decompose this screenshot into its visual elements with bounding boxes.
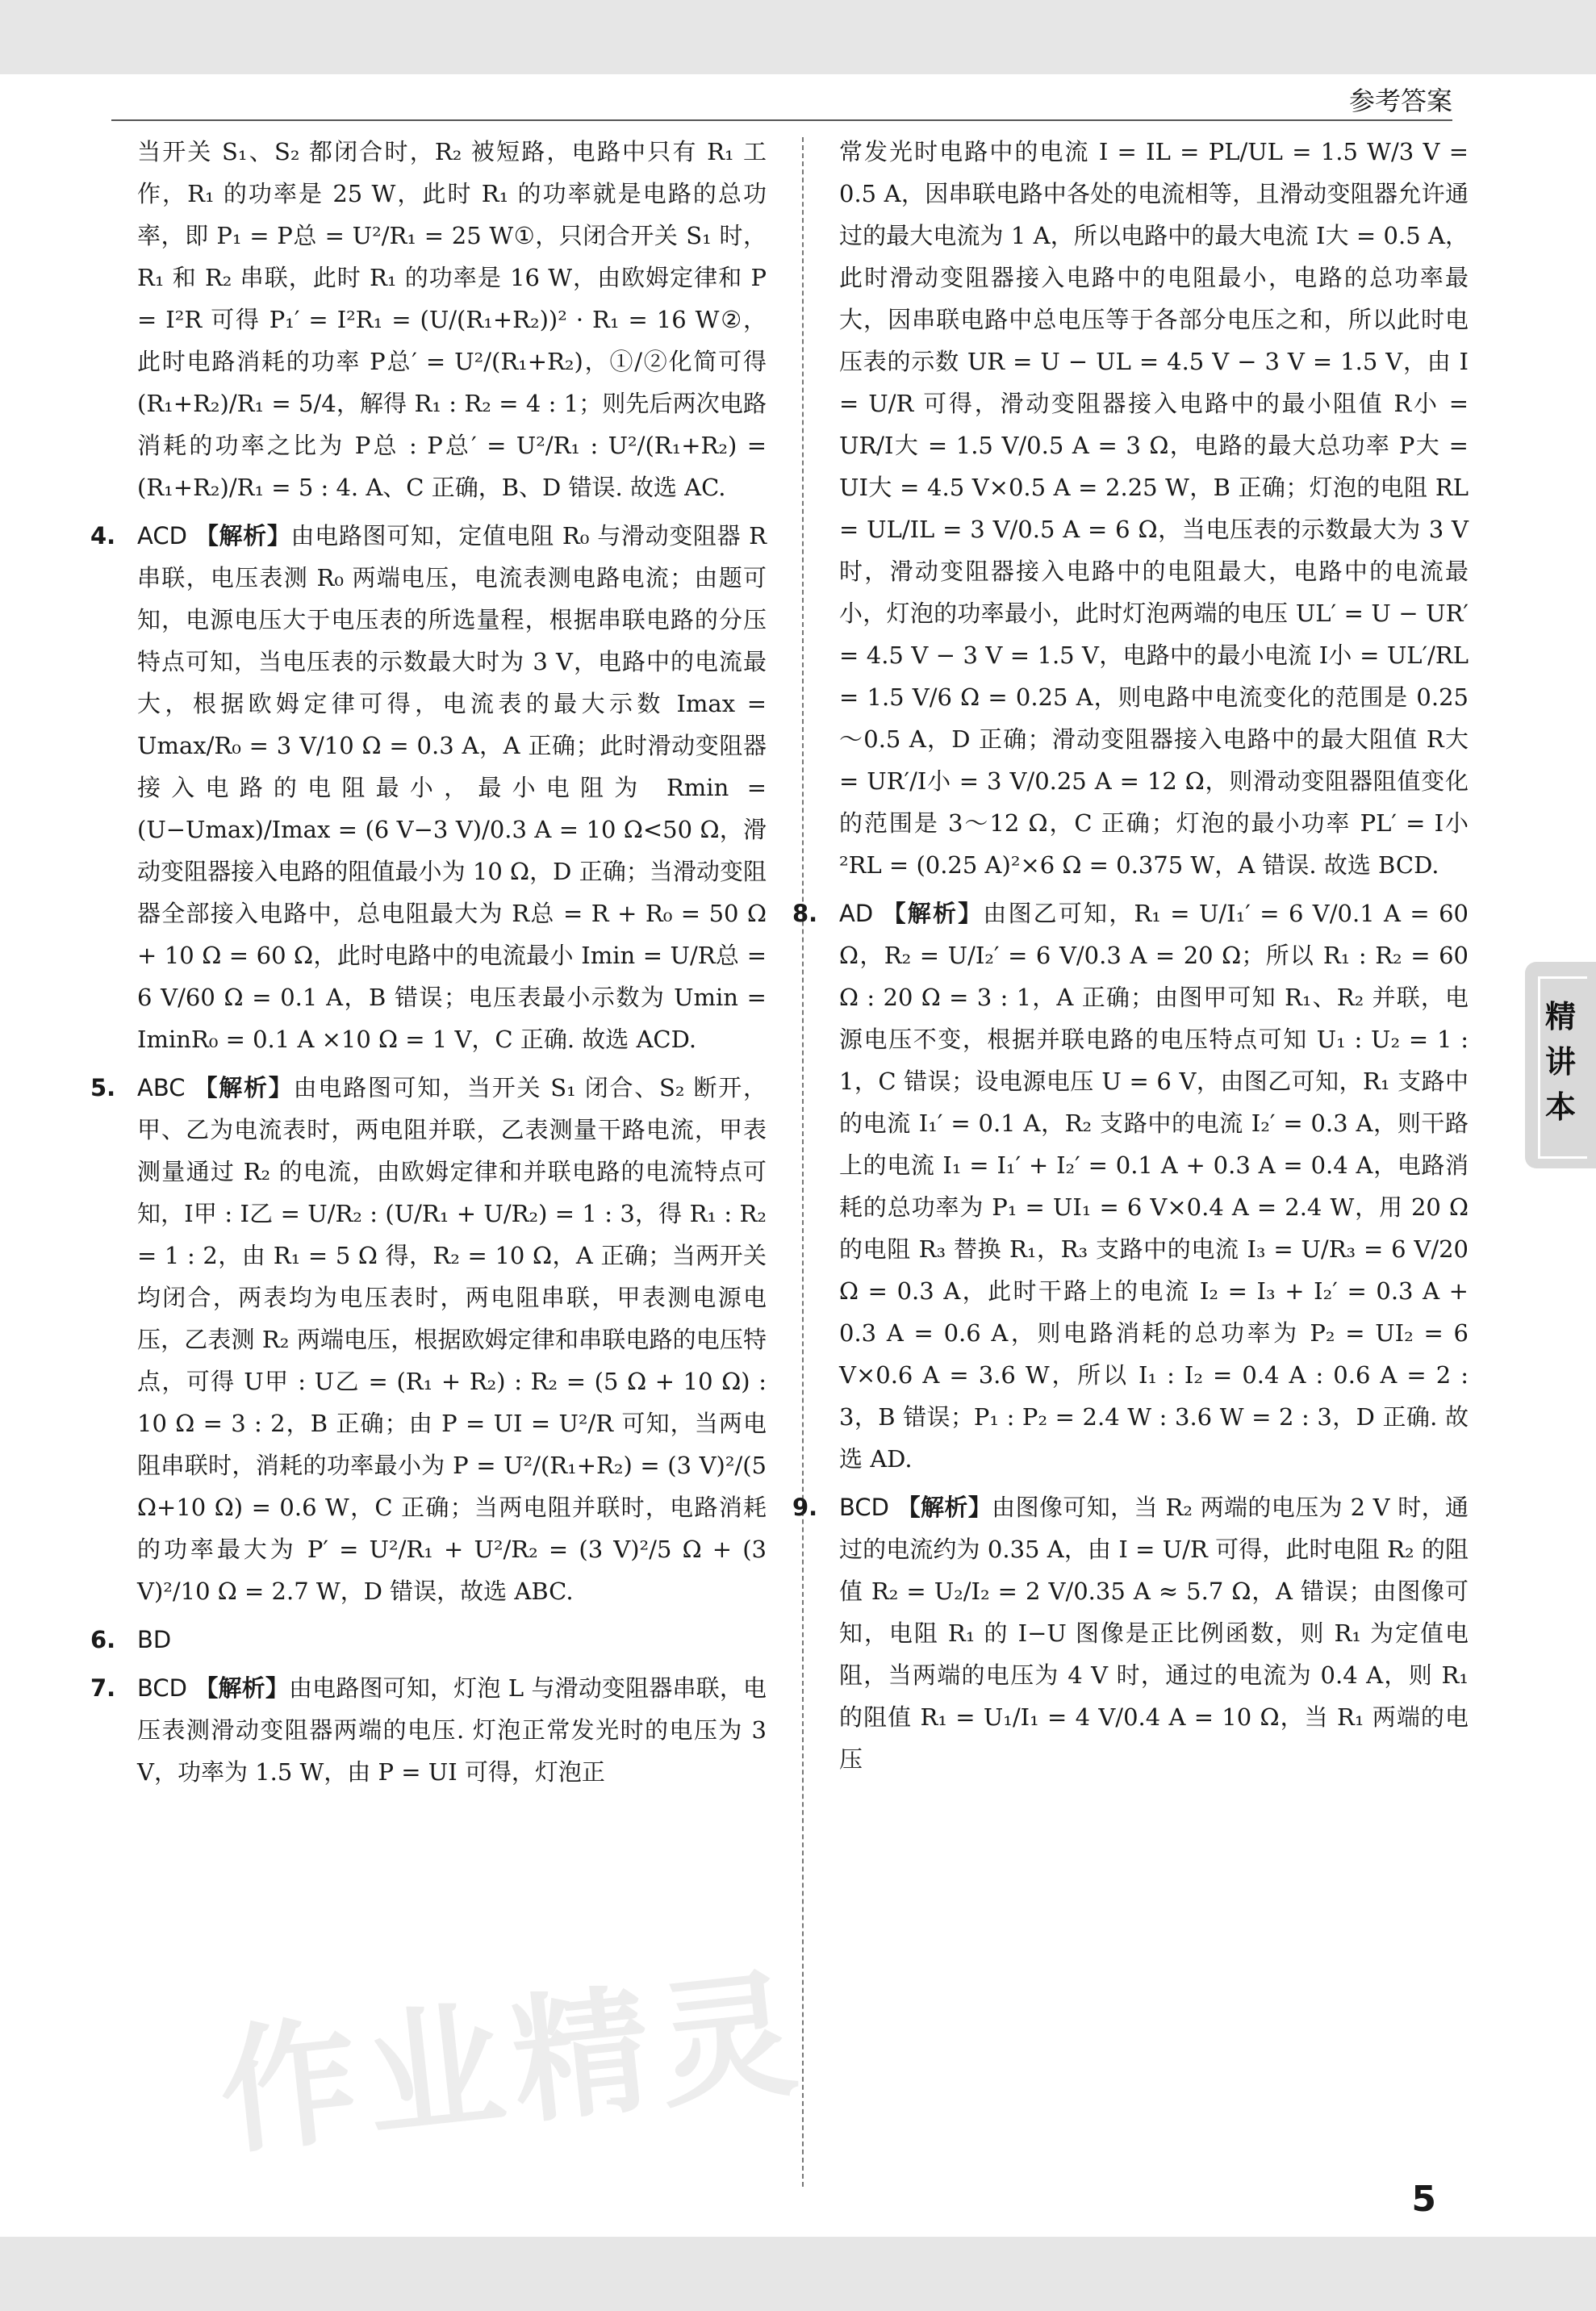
answer-key: AD bbox=[839, 900, 874, 927]
answer-key: BCD bbox=[137, 1674, 187, 1702]
page-header-title: 参考答案 bbox=[1348, 86, 1452, 116]
question-4 bbox=[90, 515, 767, 1060]
analysis-text: 由电路图可知，灯泡 L 与滑动变阻器串联，电压表测滑动变阻器两端的电压. 灯泡正常发光时的电压为 3 V，功率为 1.5 W，由 P = UI 可得，灯泡正 bbox=[137, 1674, 767, 1786]
q7-continuation: 常发光时电路中的电流 I = IL = PL/UL = 1.5 W/3 V = 0.5 A，因串联电路中各处的电流相等，且滑动变阻器允许通过的最大电流为 1 A，所以电路中的最大电流 I大 = 0.5 A，此时滑动变阻器接入电路中的电阻最小，电路的总功率最大，因串联电路中总电压等于各部分电压之和，所以此时电压表的示数 UR = U − UL = 4.5 V − 3 V = 1.5 V，由 I = U/R 可得，滑动变阻器接入电路中的最小阻值 R小 = UR/I大 = 1.5 V/0.5 A = 3 Ω，电路的最大总功率 P大 = UI大 = 4.5 V×0.5 A = 2.25 W，B 正确；灯泡的电阻 RL = UL/IL = 3 V/0.5 A = 6 Ω，当电压表的示数最大为 3 V 时，滑动变阻器接入电路中的电阻最大，电路中的电流最小，灯泡的功率最小，此时灯泡两端的电压 UL′ = U − UR′ = 4.5 V − 3 V = 1.5 V，电路中的最小电流 I小 = UL′/RL = 1.5 V/6 Ω = 0.25 A，则电路中电流变化的范围是 0.25～0.5 A，D 正确；滑动变阻器接入电路中的最大阻值 R大 = UR′/I小 = 3 V/0.25 A = 12 Ω，则滑动变阻器阻值变化的范围是 3～12 Ω，C 正确；灯泡的最小功率 PL′ = I小²RL = (0.25 A)²×6 Ω = 0.375 W，A 错误. 故选 BCD. bbox=[839, 138, 1469, 879]
header-rule bbox=[111, 119, 1452, 121]
question-6 bbox=[90, 1619, 767, 1661]
question-number: 4. bbox=[90, 522, 116, 550]
analysis-tag: 【解析】 bbox=[194, 522, 291, 550]
column-divider bbox=[802, 137, 804, 2187]
question-number: 9. bbox=[792, 1494, 818, 1521]
question-number: 5. bbox=[90, 1074, 116, 1101]
question-number: 6. bbox=[90, 1626, 116, 1653]
analysis-text: 由电路图可知，当开关 S₁ 闭合、S₂ 断开，甲、乙为电流表时，两电阻并联，乙表测量干路电流，甲表测量通过 R₂ 的电流，由欧姆定律和并联电路的电流特点可知，I甲 : I乙 = U/R₂ : (U/R₁ + U/R₂) = 1 : 3，得 R₁ : R₂ = 1 : 2，由 R₁ = 5 Ω 得，R₂ = 10 Ω，A 正确；当两开关均闭合，两表均为电压表时，两电阻串联，甲表测电源电压，乙表测 R₂ 两端电压，根据欧姆定律和串联电路的电压特点，可得 U甲 : U乙 = (R₁ + R₂) : R₂ = (5 Ω + 10 Ω) : 10 Ω = 3 : 2，B 正确；由 P = UI = U²/R 可知，当两电阻串联时，消耗的功率最小为 P = U²/(R₁+R₂) = (3 V)²/(5 Ω+10 Ω) = 0.6 W，C 正确；当两电阻并联时，电路消耗的功率最大为 P′ = U²/R₁ + U²/R₂ = (3 V)²/5 Ω + (3 V)²/10 Ω = 2.7 W，D 错误，故选 ABC. bbox=[137, 1074, 767, 1605]
question-7 bbox=[90, 1667, 767, 1793]
section-side-tab bbox=[1525, 962, 1596, 1168]
analysis-text: 由电路图可知，定值电阻 R₀ 与滑动变阻器 R 串联，电压表测 R₀ 两端电压，电流表测电路电流；由题可知，电源电压大于电压表的所选量程，根据串联电路的分压特点可知，当电压表的示数最大时为 3 V，电路中的电流最大，根据欧姆定律可得，电流表的最大示数 Imax = Umax/R₀ = 3 V/10 Ω = 0.3 A，A 正确；此时滑动变阻器接入电路的电阻最小，最小电阻为 Rmin = (U−Umax)/Imax = (6 V−3 V)/0.3 A = 10 Ω<50 Ω，滑动变阻器接入电路的阻值最小为 10 Ω，D 正确；当滑动变阻器全部接入电路中，总电阻最大为 R总 = R + R₀ = 50 Ω + 10 Ω = 60 Ω，此时电路中的电流最小 Imin = U/R总 = 6 V/60 Ω = 0.1 A，B 错误；电压表最小示数为 Umin = IminR₀ = 0.1 A ×10 Ω = 1 V，C 正确. 故选 ACD. bbox=[137, 522, 767, 1053]
question-number: 8. bbox=[792, 900, 818, 927]
analysis-tag: 【解析】 bbox=[882, 900, 984, 927]
right-column bbox=[792, 131, 1469, 1787]
analysis-tag: 【解析】 bbox=[194, 1074, 294, 1101]
analysis-text: 由图乙可知，R₁ = U/I₁′ = 6 V/0.1 A = 60 Ω，R₂ = U/I₂′ = 6 V/0.3 A = 20 Ω；所以 R₁ : R₂ = 60 Ω : 20 Ω = 3 : 1，A 正确；由图甲可知 R₁、R₂ 并联，电源电压不变，根据并联电路的电压特点可知 U₁ : U₂ = 1 : 1，C 错误；设电源电压 U = 6 V，由图乙可知，R₁ 支路中的电流 I₁′ = 0.1 A，R₂ 支路中的电流 I₂′ = 0.3 A，则干路上的电流 I₁ = I₁′ + I₂′ = 0.1 A + 0.3 A = 0.4 A，电路消耗的总功率为 P₁ = UI₁ = 6 V×0.4 A = 2.4 W，用 20 Ω 的电阻 R₃ 替换 R₁，R₃ 支路中的电流 I₃ = U/R₃ = 6 V/20 Ω = 0.3 A，此时干路上的电流 I₂ = I₃ + I₂′ = 0.3 A + 0.3 A = 0.6 A，则电路消耗的总功率为 P₂ = UI₂ = 6 V×0.6 A = 3.6 W，所以 I₁ : I₂ = 0.4 A : 0.6 A = 2 : 3，B 错误；P₁ : P₂ = 2.4 W : 3.6 W = 2 : 3，D 正确. 故选 AD. bbox=[839, 900, 1469, 1473]
analysis-text: 由图像可知，当 R₂ 两端的电压为 2 V 时，通过的电流约为 0.35 A，由 I = U/R 可得，此时电阻 R₂ 的阻值 R₂ = U₂/I₂ = 2 V/0.35 A ≈ 5.7 Ω，A 错误；由图像可知，电阻 R₁ 的 I−U 图像是正比例函数，则 R₁ 为定值电阻，当两端的电压为 4 V 时，通过的电流为 0.4 A，则 R₁ 的阻值 R₁ = U₁/I₁ = 4 V/0.4 A = 10 Ω，当 R₁ 两端的电压 bbox=[839, 1494, 1469, 1773]
answer-key: BCD bbox=[839, 1494, 889, 1521]
answer-key: ACD bbox=[137, 522, 187, 550]
question-8 bbox=[792, 892, 1469, 1480]
answer-key: BD bbox=[137, 1626, 172, 1653]
analysis-tag: 【解析】 bbox=[896, 1494, 992, 1521]
question-9 bbox=[792, 1486, 1469, 1780]
q3-continuation: 当开关 S₁、S₂ 都闭合时，R₂ 被短路，电路中只有 R₁ 工作，R₁ 的功率是 25 W，此时 R₁ 的功率就是电路的总功率，即 P₁ = P总 = U²/R₁ = 25 W①，只闭合开关 S₁ 时，R₁ 和 R₂ 串联，此时 R₁ 的功率是 16 W，由欧姆定律和 P = I²R 可得 P₁′ = I²R₁ = (U/(R₁+R₂))² · R₁ = 16 W②，此时电路消耗的功率 P总′ = U²/(R₁+R₂)，①/②化简可得 (R₁+R₂)/R₁ = 5/4，解得 R₁ : R₂ = 4 : 1；则先后两次电路消耗的功率之比为 P总 : P总′ = U²/R₁ : U²/(R₁+R₂) = (R₁+R₂)/R₁ = 5 : 4. A、C 正确，B、D 错误. 故选 AC. bbox=[137, 138, 767, 501]
question-number: 7. bbox=[90, 1674, 116, 1702]
answer-key: ABC bbox=[137, 1074, 186, 1101]
left-column bbox=[90, 131, 767, 1799]
side-tab-label: 精讲本 bbox=[1544, 999, 1576, 1125]
page-number: 5 bbox=[1411, 2179, 1436, 2220]
analysis-tag: 【解析】 bbox=[194, 1674, 290, 1702]
question-5 bbox=[90, 1067, 767, 1612]
